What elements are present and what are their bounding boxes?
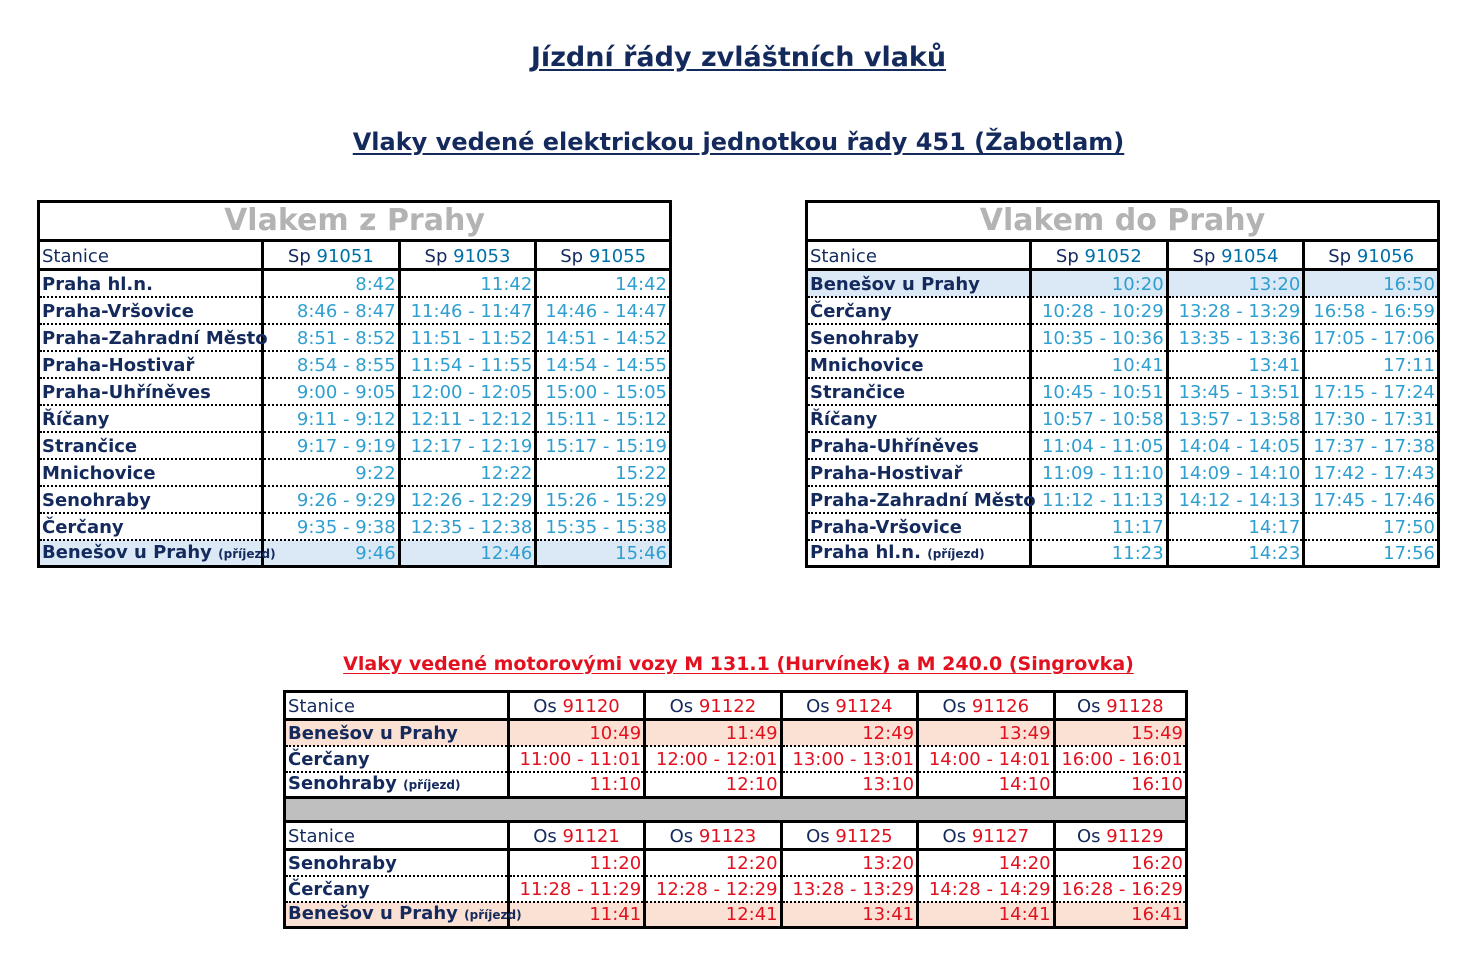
departure-time: 14:23: [1167, 540, 1304, 567]
station-label: Senohraby: [42, 489, 151, 511]
train-type: Os: [533, 826, 557, 847]
train-type: Sp: [424, 246, 448, 267]
train-header: [781, 822, 917, 850]
station-name: [807, 459, 1031, 486]
train-type: Os: [669, 696, 694, 717]
departure-time: 16:50: [1304, 270, 1439, 297]
train-type: Sp: [1328, 246, 1352, 267]
table-row: [39, 405, 671, 432]
departure-time: 11:49: [645, 720, 781, 746]
station-label: Praha-Vršovice: [42, 300, 195, 322]
station-label: Mnichovice: [42, 462, 156, 484]
departure-time: 15:46: [536, 540, 671, 567]
departure-time: 12:22: [399, 459, 536, 486]
departure-time: 9:35 - 9:38: [263, 513, 400, 540]
station-label: Benešov u Prahy: [288, 903, 458, 924]
train-number: 91051: [316, 246, 374, 267]
departure-time: 14:51 - 14:52: [536, 324, 671, 351]
station-label: Benešov u Prahy: [288, 722, 458, 744]
table-row: [807, 405, 1439, 432]
train-number: 91053: [453, 246, 511, 267]
station-name: [285, 720, 509, 746]
station-label: Čerčany: [288, 748, 370, 770]
station-label: Praha-Hostivař: [42, 354, 195, 376]
departure-time: 16:41: [1054, 902, 1186, 928]
departure-time: 9:46: [263, 540, 400, 567]
station-label: Strančice: [810, 381, 906, 403]
train-number: 91056: [1356, 246, 1415, 267]
station-label: Praha-Uhříněves: [42, 381, 211, 403]
departure-time: 14:54 - 14:55: [536, 351, 671, 378]
departure-time: 11:23: [1031, 540, 1168, 567]
departure-time: 14:09 - 14:10: [1167, 459, 1304, 486]
departure-time: 12:00 - 12:05: [399, 378, 536, 405]
train-header: [1054, 822, 1186, 850]
station-label: Praha hl.n.: [810, 542, 921, 563]
departure-time: 16:10: [1054, 772, 1186, 798]
station-name: [39, 432, 263, 459]
departure-time: 17:30 - 17:31: [1304, 405, 1439, 432]
station-label: Čerčany: [810, 300, 892, 322]
departure-time: 12:49: [781, 720, 917, 746]
motor-section-title: Vlaky vedené motorovými vozy M 131.1 (Hurvínek) a M 240.0 (Singrovka): [343, 653, 1134, 675]
departure-time: 12:17 - 12:19: [399, 432, 536, 459]
station-label: Senohraby: [288, 773, 397, 794]
station-label: Benešov u Prahy: [42, 542, 212, 563]
train-header: [263, 241, 400, 270]
arrival-note: (příjezd): [464, 908, 522, 922]
station-name: [39, 459, 263, 486]
departure-time: 14:28 - 14:29: [918, 876, 1054, 902]
table-row: [807, 486, 1439, 513]
train-number: 91120: [562, 696, 620, 717]
table-row: [39, 432, 671, 459]
departure-time: 15:17 - 15:19: [536, 432, 671, 459]
train-type: Os: [942, 826, 967, 847]
station-name: [285, 772, 509, 798]
departure-time: 15:26 - 15:29: [536, 486, 671, 513]
train-number: 91127: [971, 826, 1030, 847]
station-label: Senohraby: [288, 852, 397, 874]
departure-time: 10:57 - 10:58: [1031, 405, 1168, 432]
table-row: [39, 459, 671, 486]
departure-time: 15:49: [1054, 720, 1186, 746]
train-type: Os: [1077, 826, 1101, 847]
departure-time: 14:42: [536, 270, 671, 297]
departure-time: 11:09 - 11:10: [1031, 459, 1168, 486]
station-name: [285, 746, 509, 772]
page-title: Jízdní řády zvláštních vlaků: [530, 42, 947, 73]
station-column-header: Stanice: [807, 241, 1031, 270]
train-header: [645, 822, 781, 850]
station-name: [39, 297, 263, 324]
table-row: [39, 270, 671, 297]
station-name: [285, 902, 522, 928]
departure-time: 8:51 - 8:52: [263, 324, 400, 351]
departure-time: 11:51 - 11:52: [399, 324, 536, 351]
header-row: [807, 241, 1439, 270]
train-number: 91121: [562, 826, 620, 847]
departure-time: 12:41: [645, 902, 781, 928]
station-name: [807, 540, 1031, 567]
arrival-note: (příjezd): [403, 778, 461, 792]
station-name: [807, 297, 1031, 324]
timetable-to-prague: [805, 200, 1440, 568]
table-row: [39, 486, 671, 513]
departure-time: 14:04 - 14:05: [1167, 432, 1304, 459]
departure-time: 17:50: [1304, 513, 1439, 540]
station-name: [807, 486, 1036, 513]
departure-time: 15:35 - 15:38: [536, 513, 671, 540]
station-label: Strančice: [42, 435, 138, 457]
departure-time: 11:00 - 11:01: [508, 746, 644, 772]
table-row: [39, 297, 671, 324]
departure-time: 11:54 - 11:55: [399, 351, 536, 378]
departure-time: 12:35 - 12:38: [399, 513, 536, 540]
departure-time: 13:45 - 13:51: [1167, 378, 1304, 405]
departure-time: 17:42 - 17:43: [1304, 459, 1439, 486]
table-row: [807, 432, 1439, 459]
departure-time: 11:12 - 11:13: [1031, 486, 1168, 513]
table-row: [807, 270, 1439, 297]
table-caption: Vlakem do Prahy: [979, 203, 1266, 238]
station-name: [39, 270, 263, 297]
station-label: Praha-Uhříněves: [810, 435, 979, 457]
train-number: 91124: [835, 696, 893, 717]
departure-time: 15:00 - 15:05: [536, 378, 671, 405]
departure-time: 16:58 - 16:59: [1304, 297, 1439, 324]
train-header: [918, 822, 1054, 850]
train-number: 91054: [1221, 246, 1279, 267]
station-column-header: Stanice: [288, 696, 355, 717]
station-name: [39, 486, 263, 513]
departure-time: 11:41: [508, 902, 644, 928]
departure-time: 11:04 - 11:05: [1031, 432, 1168, 459]
departure-time: 9:26 - 9:29: [263, 486, 400, 513]
departure-time: 14:12 - 14:13: [1167, 486, 1304, 513]
train-header: [645, 692, 781, 720]
table-row: [39, 378, 671, 405]
arrival-note: (příjezd): [218, 547, 276, 561]
departure-time: 13:20: [781, 850, 917, 876]
departure-time: 16:00 - 16:01: [1054, 746, 1186, 772]
departure-time: 9:17 - 9:19: [263, 432, 400, 459]
departure-time: 13:35 - 13:36: [1167, 324, 1304, 351]
train-type: Sp: [560, 246, 584, 267]
train-type: Os: [669, 826, 694, 847]
departure-time: 11:20: [508, 850, 644, 876]
departure-time: 13:41: [1167, 351, 1304, 378]
table-row: [39, 324, 671, 351]
departure-time: 9:00 - 9:05: [263, 378, 400, 405]
departure-time: 8:54 - 8:55: [263, 351, 400, 378]
table-row: [807, 324, 1439, 351]
station-name: [807, 432, 1031, 459]
departure-time: 13:00 - 13:01: [781, 746, 917, 772]
train-type: Os: [1077, 696, 1101, 717]
departure-time: 13:20: [1167, 270, 1304, 297]
station-name: [807, 405, 1031, 432]
train-number: 91125: [835, 826, 893, 847]
train-type: Sp: [287, 246, 311, 267]
station-name: [39, 405, 263, 432]
departure-time: 14:00 - 14:01: [918, 746, 1054, 772]
train-header: [918, 692, 1054, 720]
station-name: [807, 324, 1031, 351]
departure-time: 13:49: [918, 720, 1054, 746]
table-row: [285, 772, 1187, 798]
departure-time: 12:46: [399, 540, 536, 567]
departure-time: 10:45 - 10:51: [1031, 378, 1168, 405]
train-header: [1054, 692, 1186, 720]
departure-time: 13:28 - 13:29: [1167, 297, 1304, 324]
train-header: [508, 822, 644, 850]
table-row: [807, 297, 1439, 324]
train-number: 91052: [1084, 246, 1142, 267]
train-number: 91129: [1106, 826, 1164, 847]
station-name: [807, 378, 1031, 405]
departure-time: 13:57 - 13:58: [1167, 405, 1304, 432]
departure-time: 9:11 - 9:12: [263, 405, 400, 432]
table-row: [285, 720, 1187, 746]
departure-time: 9:22: [263, 459, 400, 486]
departure-time: 11:42: [399, 270, 536, 297]
departure-time: 8:46 - 8:47: [263, 297, 400, 324]
station-label: Mnichovice: [810, 354, 924, 376]
departure-time: 14:41: [918, 902, 1054, 928]
departure-time: 10:20: [1031, 270, 1168, 297]
departure-time: 16:20: [1054, 850, 1186, 876]
station-name: [285, 850, 509, 876]
section-divider: [285, 798, 1187, 822]
departure-time: 17:05 - 17:06: [1304, 324, 1439, 351]
station-label: Praha-Hostivař: [810, 462, 963, 484]
table-row: [39, 351, 671, 378]
table-row: [39, 513, 671, 540]
departure-time: 14:20: [918, 850, 1054, 876]
train-type: Sp: [1192, 246, 1216, 267]
table-row: [285, 902, 1187, 928]
station-label: Čerčany: [288, 878, 370, 900]
table-row: [807, 459, 1439, 486]
departure-time: 15:11 - 15:12: [536, 405, 671, 432]
departure-time: 11:17: [1031, 513, 1168, 540]
train-type: Os: [533, 696, 557, 717]
timetable-from-prague: [37, 200, 672, 568]
station-name: [807, 270, 1031, 297]
departure-time: 14:46 - 14:47: [536, 297, 671, 324]
table-row: [807, 513, 1439, 540]
station-column-header: Stanice: [39, 241, 263, 270]
electric-section-title: Vlaky vedené elektrickou jednotkou řady 451 (Žabotlam): [352, 128, 1125, 156]
train-header: [508, 692, 644, 720]
departure-time: 12:11 - 12:12: [399, 405, 536, 432]
station-name: [39, 324, 268, 351]
departure-time: 12:28 - 12:29: [645, 876, 781, 902]
train-header: [399, 241, 536, 270]
station-name: [807, 351, 1031, 378]
station-label: Praha-Zahradní Město: [810, 489, 1036, 511]
departure-time: 15:22: [536, 459, 671, 486]
table-row: [285, 850, 1187, 876]
train-header: [1167, 241, 1304, 270]
departure-time: 11:28 - 11:29: [508, 876, 644, 902]
departure-time: 10:41: [1031, 351, 1168, 378]
station-column-header: Stanice: [285, 822, 509, 850]
departure-time: 17:45 - 17:46: [1304, 486, 1439, 513]
train-number: 91123: [698, 826, 757, 847]
departure-time: 13:10: [781, 772, 917, 798]
departure-time: 17:11: [1304, 351, 1439, 378]
train-number: 91122: [698, 696, 757, 717]
station-label: Praha-Vršovice: [810, 516, 963, 538]
station-label: Praha-Zahradní Město: [42, 327, 268, 349]
departure-time: 12:20: [645, 850, 781, 876]
arrival-note: (příjezd): [927, 547, 985, 561]
departure-time: 13:28 - 13:29: [781, 876, 917, 902]
station-name: [39, 540, 276, 567]
departure-time: 11:10: [508, 772, 644, 798]
table-row: [807, 378, 1439, 405]
station-name: [39, 378, 263, 405]
table-row: [285, 746, 1187, 772]
train-number: 91128: [1106, 696, 1164, 717]
station-name: [39, 513, 263, 540]
departure-time: 17:15 - 17:24: [1304, 378, 1439, 405]
departure-time: 17:37 - 17:38: [1304, 432, 1439, 459]
station-label: Praha hl.n.: [42, 273, 153, 295]
departure-time: 8:42: [263, 270, 400, 297]
train-number: 91126: [971, 696, 1030, 717]
station-label: Říčany: [42, 408, 110, 430]
header-row: [285, 692, 1187, 720]
train-number: 91055: [588, 246, 647, 267]
departure-time: 12:00 - 12:01: [645, 746, 781, 772]
departure-time: 16:28 - 16:29: [1054, 876, 1186, 902]
header-row: [285, 822, 1187, 850]
train-header: [781, 692, 917, 720]
departure-time: 17:56: [1304, 540, 1439, 567]
station-label: Říčany: [810, 408, 878, 430]
departure-time: 14:17: [1167, 513, 1304, 540]
departure-time: 12:10: [645, 772, 781, 798]
train-header: [536, 241, 671, 270]
station-name: [285, 876, 509, 902]
train-header: [1304, 241, 1439, 270]
table-row: [39, 540, 671, 567]
departure-time: 14:10: [918, 772, 1054, 798]
table-row: [807, 540, 1439, 567]
departure-time: 10:28 - 10:29: [1031, 297, 1168, 324]
train-type: Os: [942, 696, 967, 717]
station-name: [807, 513, 1031, 540]
timetable-motor-trains: [283, 690, 1188, 929]
table-row: [807, 351, 1439, 378]
departure-time: 13:41: [781, 902, 917, 928]
departure-time: 12:26 - 12:29: [399, 486, 536, 513]
station-label: Senohraby: [810, 327, 919, 349]
train-type: Os: [806, 696, 830, 717]
departure-time: 11:46 - 11:47: [399, 297, 536, 324]
station-label: Čerčany: [42, 516, 124, 538]
station-name: [39, 351, 263, 378]
departure-time: 10:49: [508, 720, 644, 746]
train-type: Sp: [1055, 246, 1079, 267]
header-row: [39, 241, 671, 270]
train-header: [1031, 241, 1168, 270]
train-type: Os: [806, 826, 830, 847]
table-caption: Vlakem z Prahy: [224, 203, 485, 238]
departure-time: 10:35 - 10:36: [1031, 324, 1168, 351]
table-row: [285, 876, 1187, 902]
station-label: Benešov u Prahy: [810, 273, 980, 295]
divider-bar: [285, 798, 1187, 822]
